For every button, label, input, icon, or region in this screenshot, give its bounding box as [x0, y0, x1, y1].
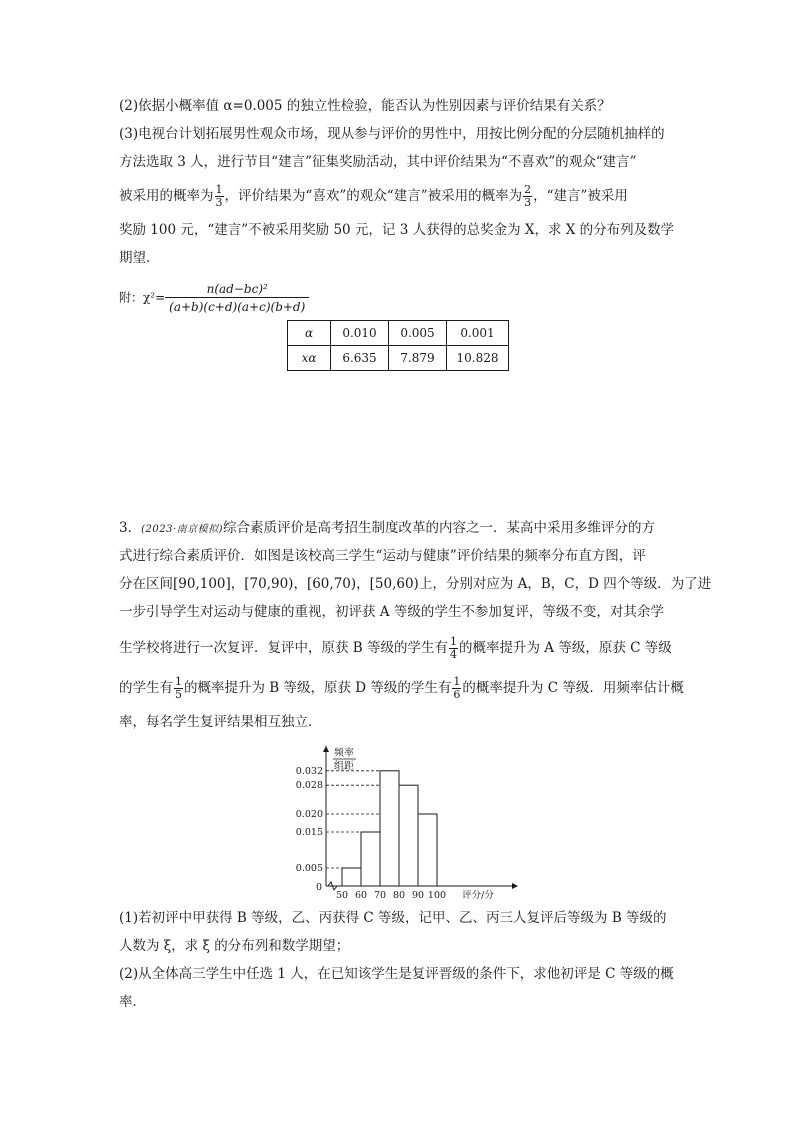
text-segment: 的概率提升为 C 等级．用频率估计概	[462, 680, 684, 696]
histogram-bar	[418, 814, 437, 886]
x-tick-label: 90	[411, 890, 425, 900]
y-tick-label: 0.015	[295, 827, 323, 838]
formula-fraction	[165, 282, 309, 314]
q3-sub2-line2: 率．	[119, 994, 146, 1010]
fraction-two-thirds	[523, 184, 532, 209]
text-segment: ，“建言”被采用	[533, 188, 628, 204]
chi-square-formula	[119, 282, 309, 314]
fraction-one-third	[215, 184, 224, 209]
q3-line2: 式进行综合素质评价．如图是该校高三学生“运动与健康”评价结果的频率分布直方图，评	[119, 548, 646, 564]
y-axis-arrow	[323, 746, 329, 752]
x-axis-arrow	[512, 883, 518, 889]
q2-part3-line5: 期望．	[119, 250, 160, 266]
x-tick-label: 50	[335, 890, 349, 900]
table-row	[288, 346, 509, 371]
histogram-bars	[342, 771, 437, 886]
histogram-bar	[342, 868, 361, 886]
q3-line6	[119, 676, 684, 701]
text-segment: 综合素质评价是高考招生制度改革的内容之一．某高中采用多维评分的方	[223, 520, 656, 536]
text-segment: 的学生有	[119, 680, 173, 696]
table-cell: 0.005	[389, 321, 447, 346]
table-cell: 10.828	[447, 346, 509, 371]
histogram-bar	[380, 771, 399, 886]
origin-label: 0	[315, 882, 322, 893]
x-tick-label: 80	[392, 890, 406, 900]
y-tick-label: 0.020	[295, 809, 323, 820]
y-tick-label: 0.028	[295, 780, 323, 792]
formula-denominator: (a+b)(c+d)(a+c)(b+d)	[169, 300, 306, 314]
fraction-one-sixth	[452, 676, 461, 701]
text-segment: 的概率提升为 A 等级，原获 C 等级	[459, 640, 672, 656]
y-axis-label-top: 频率	[334, 748, 354, 759]
formula-numerator: n(ad−bc)²	[165, 282, 309, 298]
q3-line1	[119, 518, 655, 540]
q3-sub1-line2: 人数为 ξ，求 ξ 的分布列和数学期望；	[119, 938, 350, 954]
table-row	[288, 321, 509, 346]
x-tick-label: 60	[354, 890, 368, 900]
table-cell: 7.879	[389, 346, 447, 371]
fraction-numerator: 1	[215, 183, 223, 196]
fraction-one-fifth	[174, 676, 183, 701]
text-segment: 被采用的概率为	[119, 188, 214, 204]
fraction-numerator: 1	[450, 635, 458, 648]
fraction-one-quarter	[449, 636, 458, 661]
text-segment: ，评价结果为“喜欢”的观众“建言”被采用的概率为	[224, 188, 523, 204]
histogram-bar	[361, 832, 380, 886]
fraction-numerator: 1	[453, 675, 461, 688]
q3-sub1-line1: (1)若初评中甲获得 B 等级，乙、丙获得 C 等级，记甲、乙、丙三人复评后等级为 B 等级的	[119, 910, 667, 926]
q3-line7: 率，每名学生复评结果相互独立．	[119, 714, 322, 730]
critical-value-table	[287, 320, 509, 371]
q3-sub2-line1: (2)从全体高三学生中任选 1 人，在已知该学生是复评晋级的条件下，求他初评是 C 等级的概	[119, 966, 674, 982]
table-cell: xα	[288, 346, 331, 371]
q3-line5	[119, 636, 672, 661]
x-axis-label: 评分/分	[462, 890, 494, 900]
histogram-bar	[399, 785, 418, 886]
q2-part3-line2: 方法选取 3 人，进行节目“建言”征集奖励活动，其中评价结果为“不喜欢”的观众“建言”	[119, 154, 637, 170]
table-cell: 6.635	[331, 346, 389, 371]
fraction-denominator: 4	[450, 648, 458, 661]
table-cell: α	[288, 321, 331, 346]
fraction-numerator: 2	[524, 183, 532, 196]
q3-line3: 分在区间[90,100]，[70,90)，[60,70)，[50,60)上，分别对应为 A，B，C，D 四个等级．为了进	[119, 576, 712, 592]
x-tick-label: 100	[427, 890, 447, 900]
frequency-histogram	[288, 738, 520, 900]
x-tick-label: 70	[373, 890, 387, 900]
y-tick-label: 0.032	[295, 765, 323, 777]
fraction-denominator: 3	[524, 196, 532, 209]
q2-part3-line1: (3)电视台计划拓展男性观众市场，现从参与评价的男性中，用按比例分配的分层随机抽样的	[119, 126, 665, 142]
fraction-denominator: 5	[175, 688, 182, 701]
y-tick-label: 0.005	[295, 863, 323, 874]
fraction-denominator: 3	[215, 196, 223, 209]
q3-line4: 一步引导学生对运动与健康的重视，初评获 A 等级的学生不参加复评，等级不变，对其余学	[119, 604, 664, 620]
table-cell: 0.010	[331, 321, 389, 346]
fraction-numerator: 1	[175, 675, 182, 688]
q2-part2: (2)依据小概率值 α=0.005 的独立性检验，能否认为性别因素与评价结果有关系？	[119, 98, 611, 114]
text-segment: 的概率提升为 B 等级，原获 D 等级的学生有	[184, 680, 452, 696]
q2-part3-line4: 奖励 100 元，“建言”不被采用奖励 50 元，记 3 人获得的总奖金为 X，求 X 的分布列及数学	[119, 222, 675, 238]
question-source: (2023·南京模拟)	[141, 524, 224, 535]
question-number: 3．	[119, 520, 142, 536]
text-segment: 生学校将进行一次复评．复评中，原获 B 等级的学生有	[119, 640, 449, 656]
q2-part3-line3	[119, 184, 628, 209]
fraction-denominator: 6	[453, 688, 461, 701]
y-axis-label-bottom: 组距	[334, 761, 354, 772]
table-cell: 0.001	[447, 321, 509, 346]
formula-prefix: 附：χ²=	[119, 290, 166, 305]
